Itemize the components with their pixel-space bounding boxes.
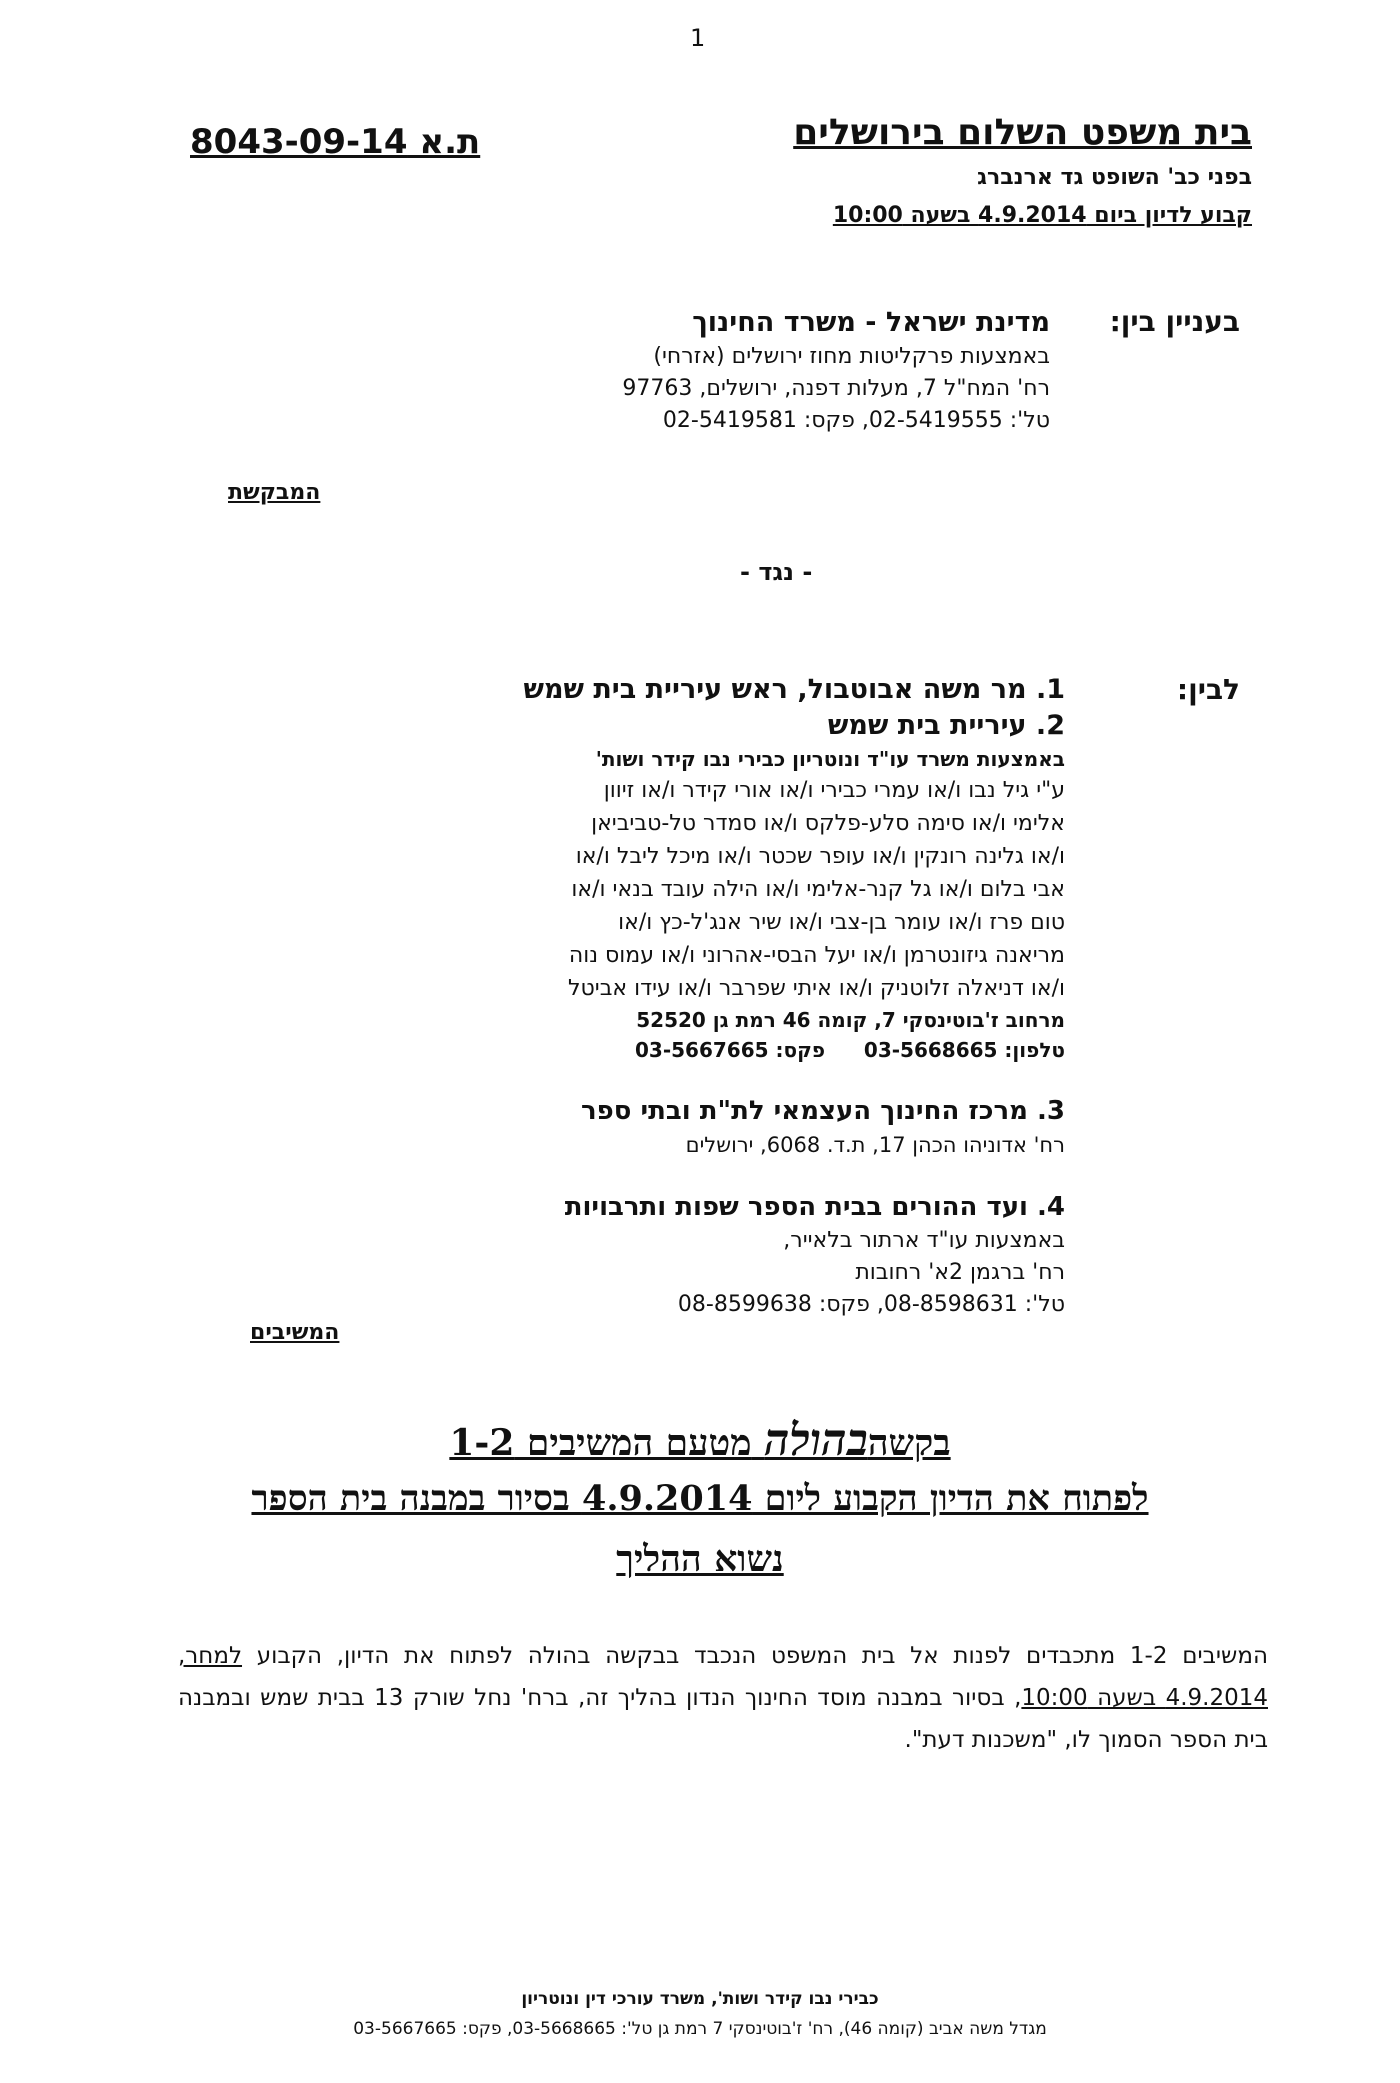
petitioner-name: מדינת ישראל - משרד החינוך [692,307,1050,338]
counsel-address: מרחוב ז'בוטינסקי 7, קומה 46 רמת גן 52520 [636,1008,1065,1032]
respondents-label: לבין: [1176,673,1240,706]
request-title-line-3: נשוא ההליך [616,1538,784,1580]
body-paragraph [178,1635,1268,1761]
petitioner-block [430,305,1050,437]
respondent-4-line: טל': 08-8598631, פקס: 08-8599638 [677,1292,1065,1317]
lawyer-list-line: טום פרז ו/או עומר בן-צבי ו/או שיר אנג'ל-כץ ו/או [618,910,1065,935]
footer-firm: כבירי נבו קידר ושות', משרד עורכי דין ונוטריון [521,1989,879,2009]
request-title-line-1 [150,1415,1250,1466]
body-text-a: המשיבים 1-2 מתכבדים לפנות אל בית המשפט הנכבד בבקשה בהולה לפתוח את הדיון, הקבוע [242,1643,1268,1669]
title-emphasis: בהולה [764,1415,868,1466]
lawyer-list-line: ע"י גיל נבו ו/או עמרי כבירי ו/או אורי קידר ו/או זיוון [603,778,1065,803]
petitioner-role: המבקשת [228,480,321,505]
respondent-2: 2. עיריית בית שמש [827,710,1065,741]
body-text-b: , בסיור במבנה מוסד החינוך הנדון בהליך זה, ברח' נחל שורק 13 בבית שמש ובמבנה בית הספר הסמוך לו, "משכנות דעת". [178,1685,1268,1753]
petitioner-line: טל': 02-5419555, פקס: 02-5419581 [662,408,1050,433]
respondent-4: 4. ועד ההורים בבית הספר שפות ותרבויות [564,1192,1065,1222]
footer [150,1984,1250,2044]
court-name: בית משפט השלום בירושלים [793,112,1252,153]
case-number: ת.א 8043-09-14 [190,122,481,162]
footer-address: מגדל משה אביב (קומה 46), רח' ז'בוטינסקי 7 רמת גן טל': 03-5668665, פקס: 03-5667665 [353,2019,1047,2039]
respondents-block [415,672,1065,1321]
respondent-4-line: רח' ברגמן 2א' רחובות [855,1260,1065,1285]
counsel-phone: טלפון: 03-5668665 [863,1038,1065,1062]
judge-line: בפני כב' השופט גד ארנברג [977,165,1252,190]
lawyer-list-line: ו/או דניאלה זלוטניק ו/או איתי שפרבר ו/או עידו אביטל [568,976,1065,1001]
petitioner-label: בעניין בין: [1109,305,1240,338]
lawyer-list-line: ו/או גלינה רונקין ו/או עופר שכטר ו/או מיכל ליבל ו/או [575,844,1065,869]
body-text-underlined: למחר, 4.9.2014 בשעה 10:00 [178,1643,1268,1711]
lawyer-list-line: אלימי ו/או סימה סלע-פלקס ו/או סמדר טל-טביביאן [591,811,1065,836]
respondent-1: 1. מר משה אבוטבול, ראש עיריית בית שמש [523,674,1065,705]
title-prefix: בקשה [867,1422,951,1464]
respondent-3-address: רח' אדוניהו הכהן 17, ת.ד. 6068, ירושלים [685,1133,1065,1157]
petitioner-line: רח' המח"ל 7, מעלות דפנה, ירושלים, 97763 [622,376,1050,401]
lawyer-list-line: אבי בלום ו/או גל קנר-אלימי ו/או הילה עובד בנאי ו/או [571,877,1065,902]
page-number: 1 [690,24,706,52]
versus-divider: - נגד - [740,558,813,586]
counsel-fax: פקס: 03-5667665 [635,1038,825,1062]
respondent-3: 3. מרכז החינוך העצמאי לת"ת ובתי ספר [581,1096,1065,1126]
respondent-4-line: באמצעות עו"ד ארתור בלאייר, [783,1228,1065,1253]
title-suffix: מטעם המשיבים 1-2 [449,1422,752,1464]
request-title-line-2: לפתוח את הדיון הקבוע ליום 4.9.2014 בסיור במבנה בית הספר [251,1478,1149,1519]
counsel-contact [635,1035,1065,1065]
hearing-date: קבוע לדיון ביום 4.9.2014 בשעה 10:00 [832,203,1252,228]
petitioner-line: באמצעות פרקליטות מחוז ירושלים (אזרחי) [653,344,1050,369]
lawyer-list-line: מריאנה גיזונטרמן ו/או יעל הבסי-אהרוני ו/או עמוס נוה [568,943,1065,968]
counsel-line: באמצעות משרד עו"ד ונוטריון כבירי נבו קידר ושות' [595,747,1065,771]
respondents-role: המשיבים [250,1320,340,1345]
